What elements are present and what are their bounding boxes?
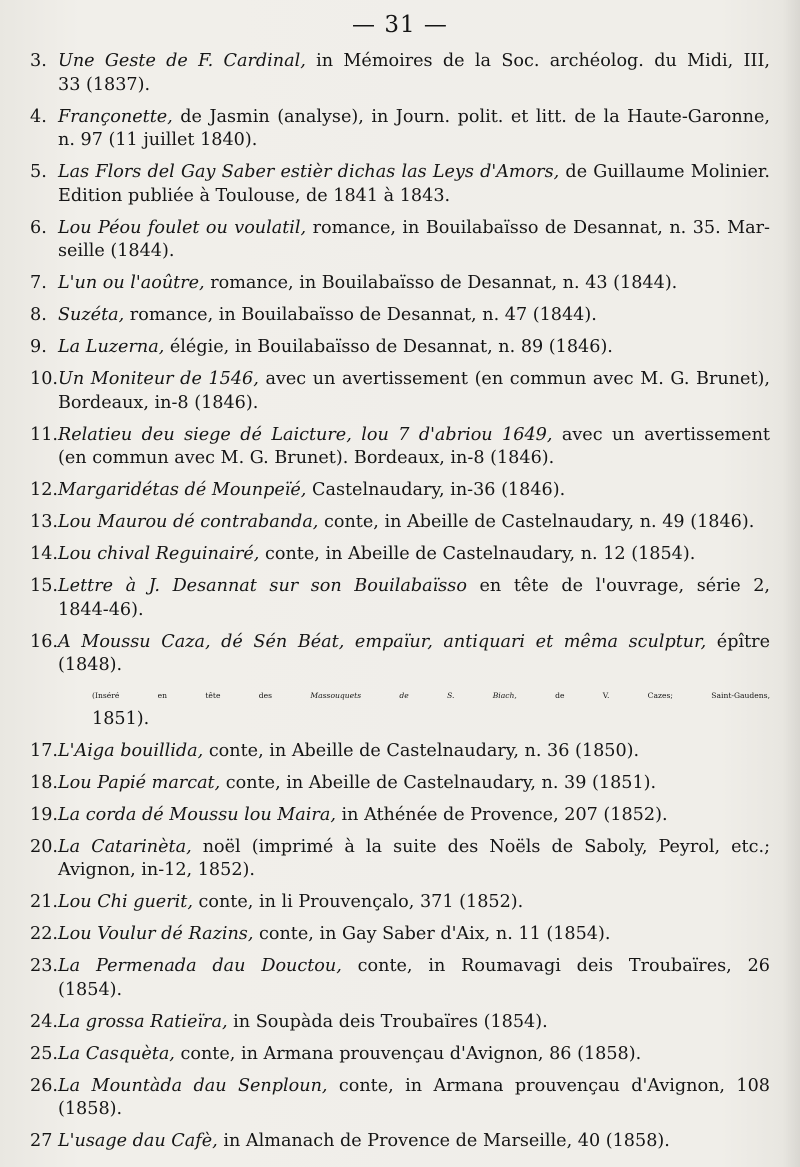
entry-details: conte, in Gay Saber d'Aix, n. 11 (1854). [253,924,611,944]
entry-line-2: Avignon, in-12, 1852). [58,860,255,880]
entry-details: conte, in Armana prouvençau d'Avignon, 108 [327,1075,770,1096]
entry-title: Un Moniteur de 1546, [58,369,259,389]
entry-number: 16. [30,631,58,652]
entry-details: romance, in Bouilabaïsso de Desannat, n. 47 (1844). [124,305,597,325]
entry-details: in Athénée de Provence, 207 (1852). [335,804,668,825]
entry-number: 12. [30,480,58,500]
entry-number: 14. [30,544,58,564]
entry-title: Lou Maurou dé contrabanda, [58,512,319,532]
entry-line-1 [58,304,770,328]
note-text: de V. Cazes; Saint-Gaudens, [516,691,770,700]
entry-line-2: Bordeaux, in-8 (1846). [58,392,259,413]
entry-line-1 [58,511,770,535]
entry-number: 8. [30,305,47,325]
entry-line-1 [58,772,770,796]
entry-line-1 [58,424,770,448]
entry-number: 15. [30,576,58,596]
bibliography-entry [0,772,800,796]
entry-line-1 [58,336,770,360]
entry-number: 19. [30,804,58,825]
entry-number: 13. [30,512,58,532]
note-text: (Inséré en tête des [92,691,311,700]
entry-details: avec un avertissement (en commun avec M. G. Brunet), [258,369,770,389]
entry-line-2: (1848). [58,655,123,675]
bibliography-entry [0,891,800,915]
entry-title: La corda dé Moussu lou Maira, [58,804,336,825]
entry-line-2: 33 (1837). [58,74,151,95]
bibliography-entry [0,217,800,264]
bibliography-entry [0,106,800,153]
entry-title: Lou chival Reguinairé, [58,544,260,564]
entry-details: avec un avertissement [552,424,770,445]
entry-line-1 [58,575,770,599]
entry-number: 26. [30,1075,58,1096]
entry-details: en tête de l'ouvrage, série 2, [466,576,770,596]
entry-details: élégie, in Bouilabaïsso de Desannat, n. 89 (1846). [164,337,613,357]
page-number: — 31 — [352,12,448,38]
entry-title: La Luzerna, [58,337,165,357]
bibliography-entry [0,1130,800,1154]
entry-details: romance, in Bouilabaïsso de Desannat, n. 35. Mar- [306,217,770,238]
entry-title: La Catarinèta, [58,836,192,857]
entry-number: 24. [30,1011,58,1032]
bibliography-entry [0,575,800,622]
entry-line-2: 1844-46). [58,599,144,620]
entry-line-1 [58,161,770,185]
bibliography-entry [0,336,800,360]
entry-line-2: seille (1844). [58,241,175,261]
bibliography-entry [0,836,800,883]
entry-details: conte, in li Prouvençalo, 371 (1852). [192,892,524,912]
entry-title: Las Flors del Gay Saber estièr dichas las Leys d'Amors, [58,162,560,182]
entry-number: 7. [30,273,47,293]
bibliography-entry [0,50,800,97]
entry-line-2: (1854). [58,979,123,1000]
entry-line-2: n. 97 (11 juillet 1840). [58,130,258,150]
entry-details: in Soupàda deis Troubaïres (1854). [227,1011,548,1032]
entry-title: Margaridétas dé Mounpeïé, [58,480,307,500]
bibliography-entry [0,955,800,1002]
entry-line-1 [58,740,770,764]
entry-title: La grossa Ratieïra, [58,1011,228,1032]
entry-details: conte, in Armana prouvençau d'Avignon, 86 (1858). [174,1043,642,1064]
entry-line-1 [58,543,770,567]
bibliography-list [0,50,800,1162]
entry-details: conte, in Abeille de Castelnaudary, n. 12 (1854). [259,544,696,564]
entry-title: Françonette, [58,106,173,127]
entry-line-1 [58,804,770,828]
entry-line-1 [58,368,770,392]
entry-title: Lou Chi guerit, [58,892,193,912]
entry-number: 10. [30,369,58,389]
entry-line-2: Edition publiée à Toulouse, de 1841 à 1843. [58,185,451,206]
entry-number: 17. [30,740,58,761]
entry-number: 27 [30,1131,53,1151]
entry-title: La Permenada dau Douctou, [58,956,342,976]
entry-title: Lou Papié marcat, [58,772,221,793]
entry-details: conte, in Roumavagi deis Troubaïres, 26 [341,956,770,976]
entry-title: A Moussu Caza, dé Sén Béat, empaïur, antiquari et mêma sculptur, [58,631,707,652]
page-edge-shadow [782,0,800,1167]
bibliography-entry [0,272,800,296]
entry-line-1 [58,479,770,503]
entry-title: Lou Péou foulet ou voulatil, [58,217,307,238]
entry-line-1 [58,1130,770,1154]
entry-line-1 [58,891,770,915]
entry-title: L'un ou l'aoûtre, [58,273,205,293]
entry-title: Lettre à J. Desannat sur son Bouilabaïsso [58,576,467,596]
entry-line-1 [58,1011,770,1035]
entry-number: 22. [30,924,58,944]
entry-line-1 [58,217,770,241]
bibliography-entry [0,1011,800,1035]
entry-details: de Jasmin (analyse), in Journ. polit. et litt. de la Haute-Garonne, [172,106,770,127]
entry-details: in Mémoires de la Soc. archéolog. du Midi, III, [305,51,770,71]
entry-title: Suzéta, [58,305,125,325]
entry-title: L'Aiga bouillida, [58,740,204,761]
entry-details: romance, in Bouilabaïsso de Desannat, n. 43 (1844). [204,273,678,293]
entry-line-1 [58,955,770,979]
bibliography-entry [0,1043,800,1067]
entry-line-2: (1858). [58,1099,123,1119]
bibliography-entry [0,740,800,764]
bibliography-entry [0,631,800,678]
entry-number: 3. [30,51,47,71]
entry-line-1 [58,1075,770,1099]
bibliography-entry [0,923,800,947]
bibliography-entry [0,543,800,567]
entry-line-1 [58,631,770,655]
entry-line-2: (en commun avec M. G. Brunet). Bordeaux, in-8 (1846). [58,448,555,468]
entry-title: Relatieu deu siege dé Laicture, lou 7 d'abriou 1649, [58,424,553,445]
entry-number: 18. [30,772,58,793]
entry-line-1 [58,106,770,130]
entry-title: Une Geste de F. Cardinal, [58,51,306,71]
entry-details: noël (imprimé à la suite des Noëls de Saboly, Peyrol, etc.; [191,836,770,857]
bibliography-entry [0,804,800,828]
entry-number: 23. [30,956,58,976]
bibliography-entry [0,479,800,503]
entry-number: 6. [30,217,47,238]
entry-line-1 [58,923,770,947]
entry-details: conte, in Abeille de Castelnaudary, n. 49 (1846). [318,512,755,532]
entry-number: 25. [30,1043,58,1064]
bibliography-entry [0,424,800,471]
entry-line-1 [58,50,770,74]
entry-title: La Casquèta, [58,1043,175,1064]
bibliography-entry [0,304,800,328]
entry-number: 21. [30,892,58,912]
entry-details: conte, in Abeille de Castelnaudary, n. 39 (1851). [220,772,657,793]
entry-details: de Guillaume Molinier. [559,162,770,182]
bibliography-entry [0,1075,800,1122]
entry-line-1 [58,836,770,860]
entry-title: L'usage dau Cafè, [58,1131,218,1151]
note-title: Massouquets de S. Biach, [310,691,517,700]
entry-line-1 [58,272,770,296]
entry-details: in Almanach de Provence de Marseille, 40 (1858). [217,1131,670,1151]
entry-number: 20. [30,836,58,857]
entry-number: 4. [30,106,47,127]
entry-title: Lou Voulur dé Razins, [58,924,254,944]
entry-note [0,684,800,731]
entry-number: 11. [30,424,58,445]
entry-number: 5. [30,162,47,182]
entry-title: La Mountàda dau Senploun, [58,1075,328,1096]
bibliography-entry [0,368,800,415]
entry-number: 9. [30,337,47,357]
entry-details: conte, in Abeille de Castelnaudary, n. 36 (1850). [203,740,640,761]
note-line-2: 1851). [92,708,150,729]
entry-details: épître [706,631,770,652]
entry-line-1 [58,1043,770,1067]
bibliography-entry [0,161,800,208]
entry-details: Castelnaudary, in-36 (1846). [306,480,566,500]
note-line-1 [92,684,800,708]
bibliography-entry [0,511,800,535]
